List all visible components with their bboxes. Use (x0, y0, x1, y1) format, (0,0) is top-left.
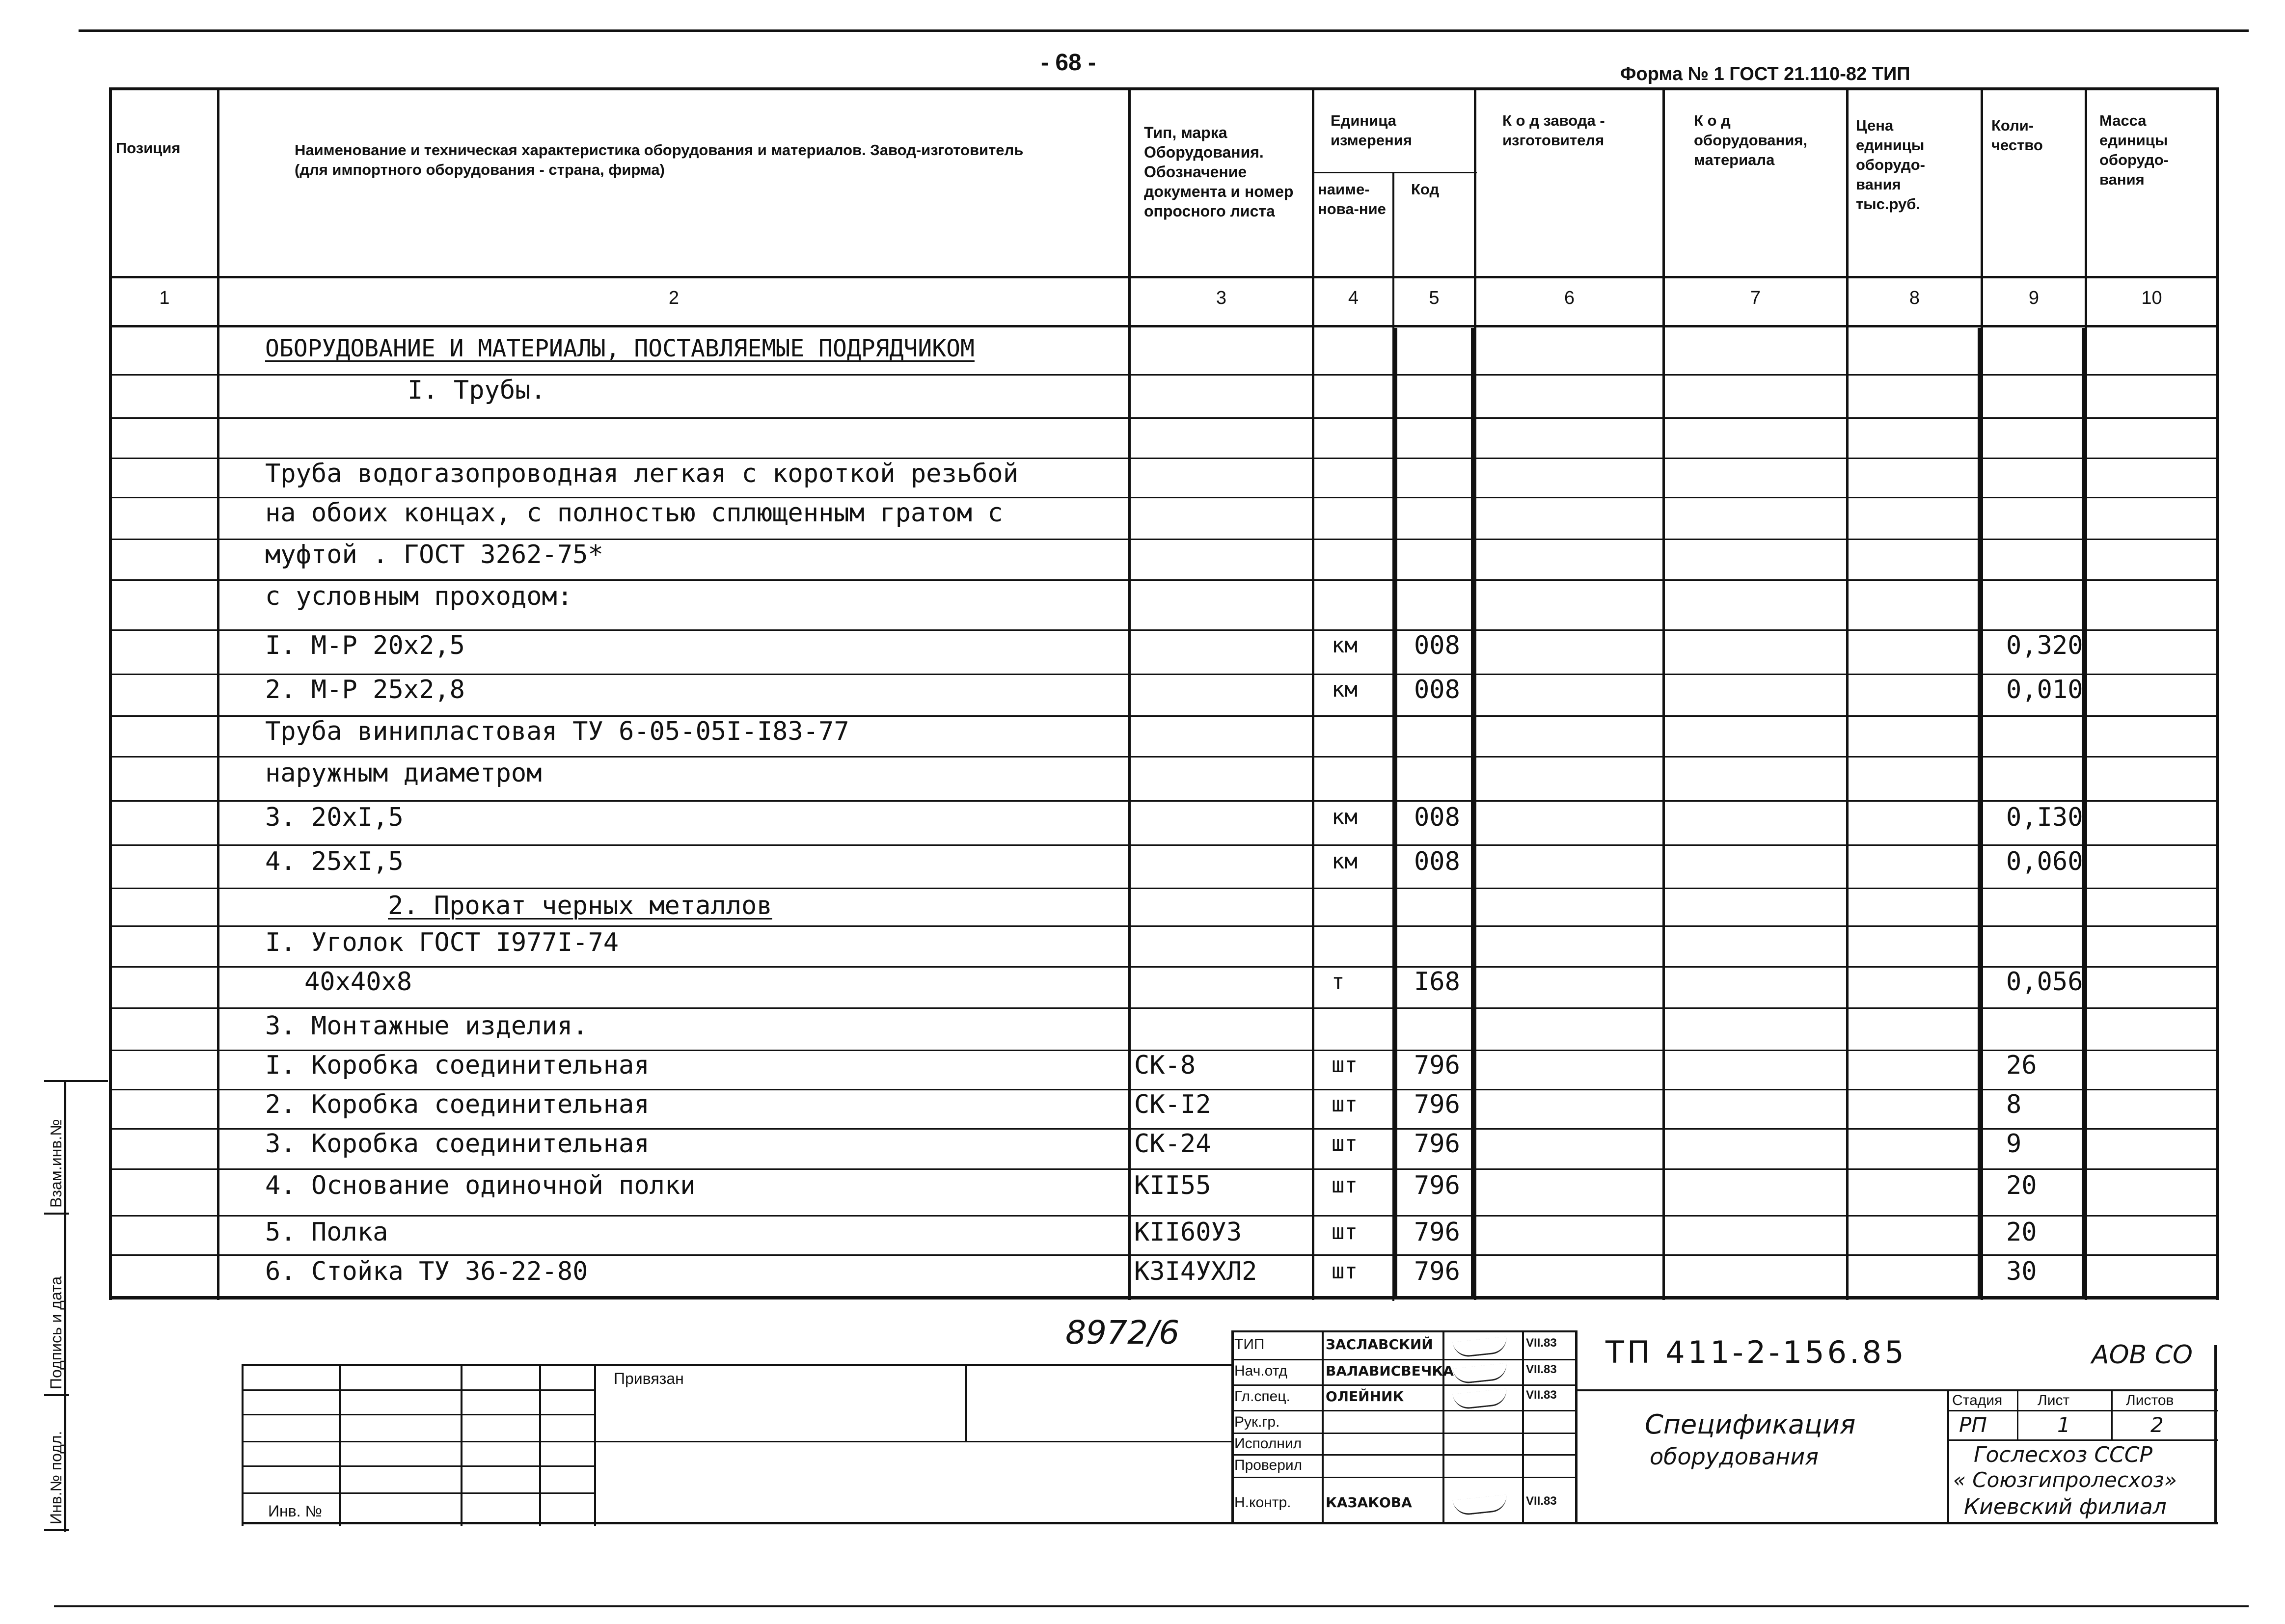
col-number: 7 (1750, 288, 1761, 308)
item-name: I. М-Р 20х2,5 (265, 631, 465, 660)
item-name: 40х40х8 (304, 967, 412, 997)
header-position: Позиция (116, 139, 181, 157)
signature-row-divider (1231, 1359, 1575, 1360)
org-line-2: « Союзгипролесхоз» (1953, 1468, 2177, 1492)
signature-role: Проверил (1234, 1457, 1303, 1473)
col-number: 10 (2141, 288, 2162, 308)
signature-role: Исполнил (1234, 1435, 1302, 1452)
sheet-label: Лист (2038, 1392, 2070, 1408)
item-name: ОБОРУДОВАНИЕ И МАТЕРИАЛЫ, ПОСТАВЛЯЕМЫЕ ПОДРЯДЧИКОМ (265, 335, 975, 362)
item-quantity: 30 (2006, 1257, 2037, 1286)
item-name: Труба водогазопроводная легкая с короткой резьбой (265, 459, 1019, 488)
row-divider (112, 1296, 2218, 1298)
item-unit-code: 008 (1414, 631, 1460, 660)
item-unit-code: 008 (1414, 803, 1460, 832)
item-quantity: 8 (2006, 1090, 2022, 1119)
handwritten-number: 8972/6 (1065, 1314, 1180, 1352)
col-number: 9 (2028, 288, 2040, 308)
signature-scribble-icon (1453, 1494, 1508, 1516)
item-unit: т (1332, 969, 1345, 994)
row-divider (112, 888, 2218, 889)
item-unit: км (1332, 677, 1358, 702)
header-price: Цена единицы оборудо-вания тыс.руб. (1856, 117, 1925, 213)
item-unit: км (1332, 805, 1358, 830)
item-quantity: 20 (2006, 1218, 2037, 1247)
sheets-value: 2 (2150, 1413, 2164, 1437)
item-unit-code: 008 (1414, 675, 1460, 704)
row-divider (112, 579, 2218, 581)
item-quantity: 0,060 (2006, 847, 2083, 876)
item-unit-code: I68 (1414, 967, 1460, 997)
row-divider (112, 756, 2218, 758)
item-type: СК-8 (1134, 1051, 1196, 1080)
item-unit-code: 008 (1414, 847, 1460, 876)
item-unit: шт (1332, 1173, 1358, 1198)
item-unit: шт (1332, 1219, 1358, 1245)
item-unit-code: 796 (1414, 1257, 1460, 1286)
header-quantity: Коли-чество (1991, 117, 2043, 154)
item-type: КII55 (1134, 1171, 1211, 1200)
stage-label: Стадия (1952, 1392, 2003, 1408)
item-unit-code: 796 (1414, 1090, 1460, 1119)
item-unit: км (1332, 849, 1358, 874)
row-divider (112, 1007, 2218, 1009)
row-divider (112, 966, 2218, 968)
item-type: К3I4УХЛ2 (1134, 1257, 1257, 1286)
col-number: 1 (159, 288, 170, 308)
item-name: I. Трубы. (408, 376, 546, 405)
col-number: 3 (1216, 288, 1227, 308)
item-quantity: 0,320 (2006, 631, 2083, 660)
signature-row-divider (1231, 1454, 1575, 1456)
header-mass: Масса единицы оборудо-вания (2099, 112, 2169, 188)
item-unit-code: 796 (1414, 1171, 1460, 1200)
header-equipment-code: К о д оборудования, материала (1694, 112, 1808, 168)
item-quantity: 9 (2006, 1129, 2022, 1159)
item-unit-code: 796 (1414, 1218, 1460, 1247)
stage-value: РП (1959, 1413, 1987, 1437)
signature-role: Гл.спец. (1234, 1388, 1290, 1405)
doc-title-line1: Спецификация (1645, 1409, 1856, 1440)
col-number: 8 (1909, 288, 1920, 308)
org-line-1: Гослесхоз СССР (1974, 1442, 2153, 1467)
signature-role: Н.контр. (1234, 1494, 1291, 1511)
item-name: на обоих концах, с полностью сплющенным гратом с (265, 498, 1003, 528)
signature-date: VII.83 (1526, 1494, 1557, 1508)
item-unit-code: 796 (1414, 1129, 1460, 1159)
item-name: Труба винипластовая ТУ 6-05-05I-I83-77 (265, 717, 849, 746)
item-unit: шт (1332, 1053, 1358, 1078)
item-type: КII60У3 (1134, 1218, 1242, 1247)
item-unit: шт (1332, 1259, 1358, 1284)
item-name: 3. 20хI,5 (265, 803, 404, 832)
item-name: 2. М-Р 25х2,8 (265, 675, 465, 704)
signature-scribble-icon (1453, 1336, 1508, 1358)
page-number: - 68 - (1041, 50, 1096, 76)
item-name: 3. Коробка соединительная (265, 1129, 650, 1159)
signature-row-divider (1231, 1384, 1575, 1386)
signature-row-divider (1231, 1477, 1575, 1478)
row-divider (112, 925, 2218, 927)
project-code: ТП 411-2-156.85 (1605, 1334, 1907, 1370)
header-name: Наименование и техническая характеристика оборудования и материалов. Завод-изготовитель (для импортного оборудования - страна, фирма) (295, 141, 1024, 178)
item-quantity: 0,010 (2006, 675, 2083, 704)
item-type: СК-I2 (1134, 1090, 1211, 1119)
signature-scribble-icon (1453, 1388, 1508, 1410)
item-name: I. Уголок ГОСТ I977I-74 (265, 928, 619, 957)
item-name: 4. 25хI,5 (265, 847, 404, 876)
item-name: 5. Полка (265, 1218, 388, 1247)
signature-role: Рук.гр. (1234, 1414, 1280, 1430)
row-divider (112, 1254, 2218, 1256)
signature-name: КАЗАКОВА (1326, 1494, 1412, 1511)
doc-title-line2: оборудования (1650, 1443, 1819, 1470)
item-quantity: 0,056 (2006, 967, 2083, 997)
header-unit: Единица измерения (1331, 112, 1412, 149)
side-label: Взам.инв.№ (47, 1119, 65, 1208)
signature-row-divider (1231, 1410, 1575, 1411)
item-name: муфтой . ГОСТ 3262-75* (265, 540, 603, 569)
sheets-label: Листов (2126, 1392, 2174, 1408)
row-divider (112, 800, 2218, 802)
header-unit-code: Код (1411, 181, 1440, 198)
item-quantity: 20 (2006, 1171, 2037, 1200)
signature-scribble-icon (1453, 1363, 1508, 1384)
signature-row-divider (1231, 1433, 1575, 1434)
side-label: Подпись и дата (47, 1276, 65, 1389)
row-divider (112, 417, 2218, 419)
item-name: 6. Стойка ТУ 36-22-80 (265, 1257, 588, 1286)
item-quantity: 0,I30 (2006, 803, 2083, 832)
signature-name: ВАЛАВИСВЕЧКА (1326, 1363, 1454, 1379)
col-number: 6 (1564, 288, 1575, 308)
signature-role: Нач.отд (1234, 1363, 1287, 1379)
header-type: Тип, марка Оборудования. Обозначение документа и номер опросного листа (1144, 124, 1294, 220)
signature-date: VII.83 (1526, 1388, 1557, 1402)
side-label: Инв.№ подл. (47, 1431, 65, 1524)
row-divider (112, 844, 2218, 846)
signature-name: ЗАСЛАВСКИЙ (1326, 1336, 1433, 1353)
col-number: 2 (668, 288, 680, 308)
signature-date: VII.83 (1526, 1363, 1557, 1376)
row-divider (112, 1215, 2218, 1217)
item-name: 3. Монтажные изделия. (265, 1011, 588, 1041)
sheet-value: 1 (2057, 1413, 2070, 1437)
header-factory-code: К о д завода - изготовителя (1502, 112, 1605, 149)
item-name: I. Коробка соединительная (265, 1051, 650, 1080)
row-divider (112, 1168, 2218, 1170)
col-number: 5 (1429, 288, 1440, 308)
col-number: 4 (1348, 288, 1359, 308)
item-unit: шт (1332, 1131, 1358, 1156)
item-unit-code: 796 (1414, 1051, 1460, 1080)
item-unit: км (1332, 633, 1358, 658)
signature-date: VII.83 (1526, 1336, 1557, 1350)
item-type: СК-24 (1134, 1129, 1211, 1159)
signature-name: ОЛЕЙНИК (1326, 1388, 1404, 1405)
item-name: 4. Основание одиночной полки (265, 1171, 696, 1200)
item-name: 2. Прокат черных металлов (388, 891, 772, 920)
privyazan-label: Привязан (614, 1370, 684, 1387)
header-unit-name: наиме-нова-ние (1318, 181, 1386, 217)
item-name: наружным диаметром (265, 758, 542, 788)
org-line-3: Киевский филиал (1964, 1494, 2167, 1519)
item-name: с условным проходом: (265, 582, 573, 611)
corner-code: АОВ СО (2092, 1340, 2193, 1370)
item-unit: шт (1332, 1092, 1358, 1117)
item-quantity: 26 (2006, 1051, 2037, 1080)
inv-no-label: Инв. № (268, 1502, 322, 1520)
item-name: 2. Коробка соединительная (265, 1090, 650, 1119)
form-label: Форма № 1 ГОСТ 21.110-82 ТИП (1620, 64, 1910, 84)
signature-role: ТИП (1234, 1336, 1265, 1353)
